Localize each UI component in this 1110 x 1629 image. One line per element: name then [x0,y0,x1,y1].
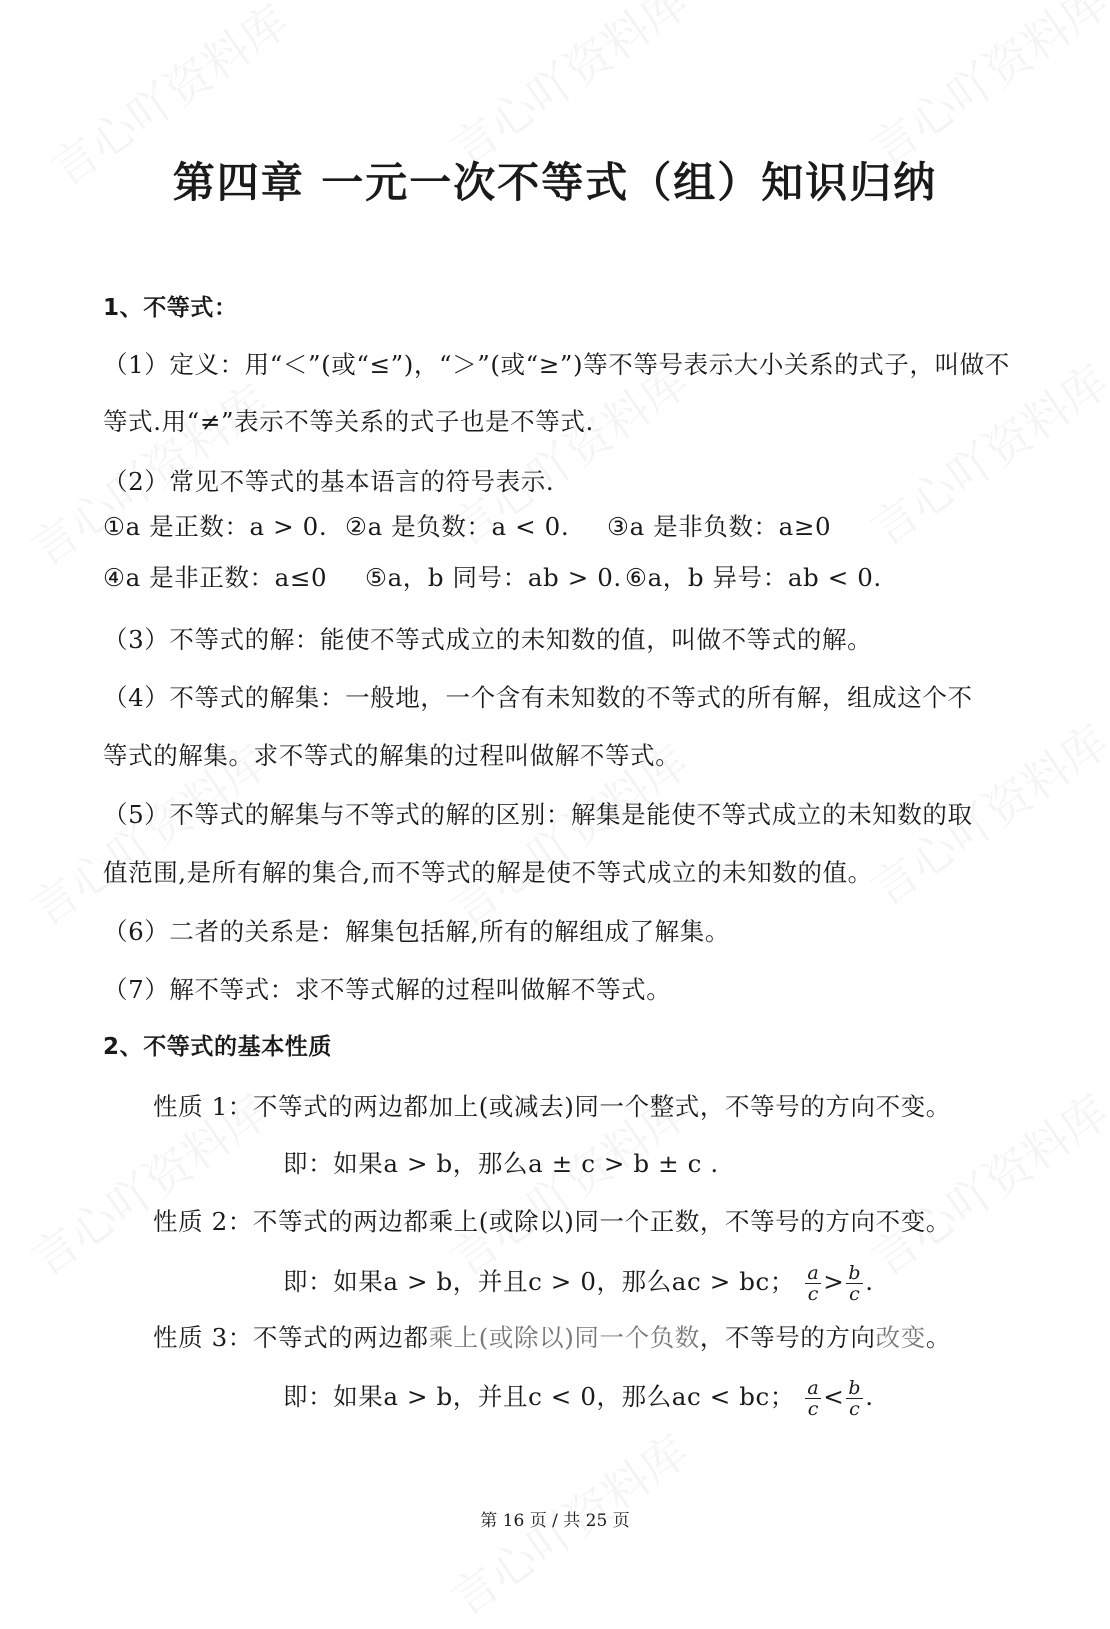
page-number: 第 16 页 / 共 25 页 [480,1511,630,1531]
denominator: c [849,1283,861,1305]
fraction [846,1263,863,1304]
section-2-heading: 2、不等式的基本性质 [103,1034,333,1060]
numerator: a [807,1262,820,1284]
symbol-heading: （2）常见不等式的基本语言的符号表示. [103,467,555,496]
symbol-item: ③a 是非负数：a≥0 [607,512,832,541]
property-3-formula [283,1378,874,1419]
property-3-text: 性质 3：不等式的两边都 [153,1323,429,1352]
section-1-heading: 1、不等式： [103,295,238,321]
definition-line-1: （1）定义：用“＜”(或“≤”)，“＞”(或“≥”)等不等号表示大小关系的式子，叫做不 [103,350,1010,379]
numerator: b [848,1377,862,1399]
property-3 [153,1323,951,1353]
property-3-text: 改变 [875,1323,926,1352]
symbol-item: ⑥a，b 异号：ab < 0. [625,563,882,592]
solution-set-line-1: （4）不等式的解集：一般地，一个含有未知数的不等式的所有解，组成这个不 [103,683,973,712]
page-title: 第四章 一元一次不等式（组）知识归纳 [172,158,938,207]
symbol-item: ⑤a，b 同号：ab > 0. [365,563,622,592]
operator: < [823,1382,845,1411]
numerator: a [807,1377,820,1399]
fraction [846,1378,863,1419]
denominator: c [849,1398,861,1420]
symbol-item: ④a 是非正数：a≤0 [103,563,328,592]
operator: > [823,1267,845,1296]
property-2: 性质 2：不等式的两边都乘上(或除以)同一个正数，不等号的方向不变。 [153,1207,951,1236]
relation-line: （6）二者的关系是：解集包括解,所有的解组成了解集。 [103,917,730,946]
solution-definition: （3）不等式的解：能使不等式成立的未知数的值，叫做不等式的解。 [103,625,873,654]
numerator: b [848,1262,862,1284]
denominator: c [807,1398,819,1420]
fraction [805,1263,821,1304]
denominator: c [807,1283,819,1305]
fraction [805,1378,821,1419]
property-2-formula [283,1263,874,1304]
property-1-formula: 即：如果a > b，那么a ± c > b ± c . [283,1149,719,1178]
formula-text: 即：如果a > b，并且c < 0，那么ac < bc； [283,1382,795,1411]
formula-text: 即：如果a > b，并且c > 0，那么ac > bc； [283,1267,795,1296]
symbol-item: ①a 是正数：a > 0. [103,512,328,541]
symbol-item: ②a 是负数：a < 0. [345,512,570,541]
solving-line: （7）解不等式：求不等式解的过程叫做解不等式。 [103,975,672,1004]
difference-line-2: 值范围,是所有解的集合,而不等式的解是使不等式成立的未知数的值。 [103,858,873,887]
property-1: 性质 1：不等式的两边都加上(或减去)同一个整式，不等号的方向不变。 [153,1092,951,1121]
definition-line-2: 等式.用“≠”表示不等关系的式子也是不等式. [103,407,594,436]
property-3-text: 乘上(或除以)同一个负数 [428,1323,700,1352]
property-3-text: 。 [925,1323,951,1352]
solution-set-line-2: 等式的解集。求不等式的解集的过程叫做解不等式。 [103,741,681,770]
period: . [865,1382,874,1411]
property-3-text: ，不等号的方向 [699,1323,876,1352]
difference-line-1: （5）不等式的解集与不等式的解的区别：解集是能使不等式成立的未知数的取 [103,800,973,829]
period: . [865,1267,874,1296]
